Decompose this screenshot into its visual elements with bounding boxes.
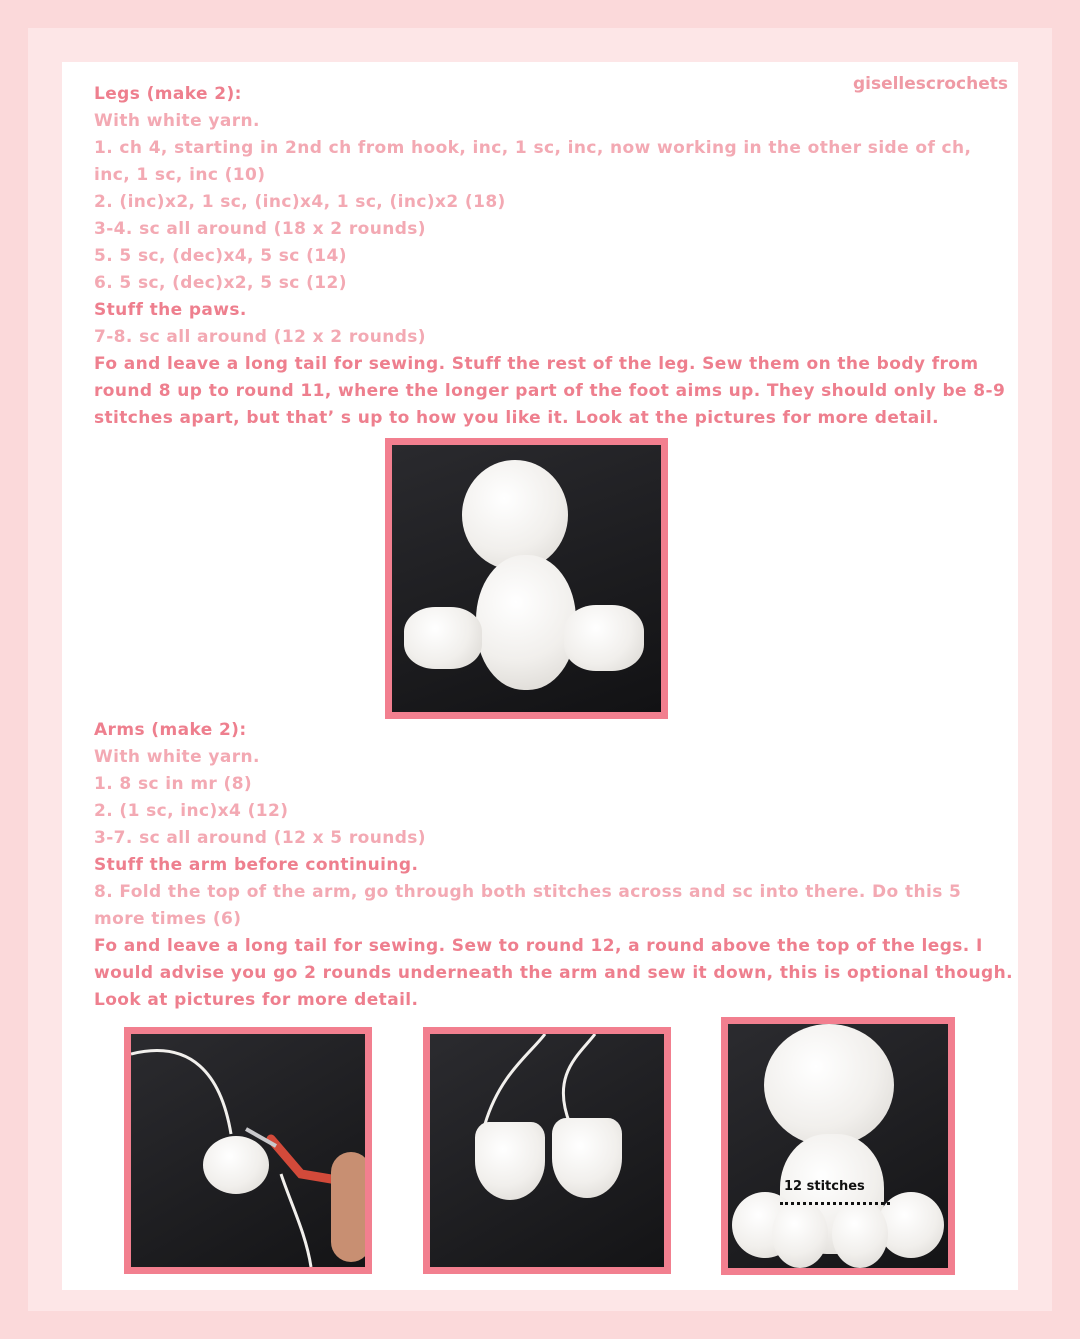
stitch-dotted-line xyxy=(780,1202,890,1205)
arm-piece xyxy=(203,1136,269,1194)
arms-step-8a: 8. Fold the top of the arm, go through both stitches across and sc into there. Do this 5 xyxy=(94,882,962,902)
arm-right xyxy=(552,1118,622,1198)
legs-step-7: 7-8. sc all around (12 x 2 rounds) xyxy=(94,327,426,347)
doll-head-2 xyxy=(764,1024,894,1146)
legs-step-5: 5. 5 sc, (dec)x4, 5 sc (14) xyxy=(94,246,347,266)
yarn-tails-svg xyxy=(430,1034,664,1267)
arms-title: Arms (make 2): xyxy=(94,720,247,740)
legs-step-2: 2. (inc)x2, 1 sc, (inc)x4, 1 sc, (inc)x2 (18) xyxy=(94,192,506,212)
watermark: gisellescrochets xyxy=(852,74,1008,94)
arms-step-8b: more times (6) xyxy=(94,909,242,929)
legs-title: Legs (make 2): xyxy=(94,84,242,104)
arms-step-1: 1. 8 sc in mr (8) xyxy=(94,774,253,794)
arms-stuff: Stuff the arm before continuing. xyxy=(94,855,419,875)
doll-leg-left-2 xyxy=(772,1200,828,1268)
stitch-annotation: 12 stitches xyxy=(784,1179,865,1194)
legs-step-3: 3-4. sc all around (18 x 2 rounds) xyxy=(94,219,426,239)
arms-note-3: Look at pictures for more detail. xyxy=(94,990,419,1010)
arms-step-2: 2. (1 sc, inc)x4 (12) xyxy=(94,801,289,821)
arms-note-2: would advise you go 2 rounds underneath the arm and sew it down, this is optional though. xyxy=(94,963,1013,983)
legs-photo xyxy=(385,438,668,719)
arm-photo-3 xyxy=(721,1017,955,1275)
hand xyxy=(331,1152,371,1262)
doll-leg-right-2 xyxy=(832,1200,888,1268)
arms-step-3: 3-7. sc all around (12 x 5 rounds) xyxy=(94,828,426,848)
arm-photo-1 xyxy=(124,1027,372,1274)
legs-yarn: With white yarn. xyxy=(94,111,260,131)
legs-note-3: stitches apart, but that’ s up to how you like it. Look at the pictures for more detail. xyxy=(94,408,939,428)
doll-body xyxy=(476,555,576,690)
legs-note-1: Fo and leave a long tail for sewing. Stuff the rest of the leg. Sew them on the body from xyxy=(94,354,979,374)
legs-step-1b: inc, 1 sc, inc (10) xyxy=(94,165,266,185)
doll-leg-right xyxy=(564,605,644,671)
arm-left xyxy=(475,1122,545,1200)
arms-note-1: Fo and leave a long tail for sewing. Sew to round 12, a round above the top of the legs. I xyxy=(94,936,983,956)
legs-note-2: round 8 up to round 11, where the longer part of the foot aims up. They should only be 8-9 xyxy=(94,381,1006,401)
doll-leg-left xyxy=(404,607,482,669)
arms-yarn: With white yarn. xyxy=(94,747,260,767)
arm-photo-2 xyxy=(423,1027,671,1274)
legs-stuff: Stuff the paws. xyxy=(94,300,247,320)
legs-step-1a: 1. ch 4, starting in 2nd ch from hook, inc, 1 sc, inc, now working in the other side of ch, xyxy=(94,138,972,158)
doll-head xyxy=(462,460,568,570)
legs-step-6: 6. 5 sc, (dec)x2, 5 sc (12) xyxy=(94,273,347,293)
